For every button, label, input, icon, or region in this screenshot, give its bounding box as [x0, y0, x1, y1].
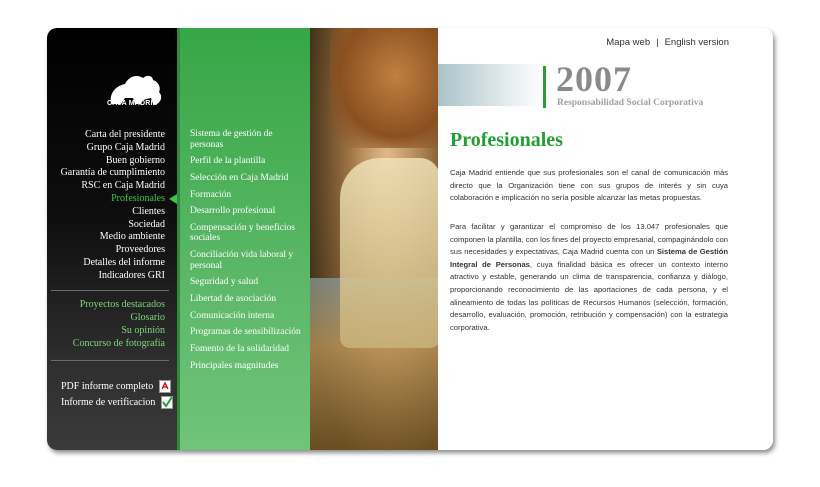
sidebar-item-buen-gobierno[interactable]: Buen gobierno: [105, 154, 165, 166]
submenu-item-comunicacion[interactable]: Comunicación interna: [190, 310, 275, 321]
submenu-item-libertad-asociacion[interactable]: Libertad de asociación: [190, 294, 276, 304]
child-photo: [310, 28, 438, 450]
sidebar-item-concurso-fotografia[interactable]: Concurso de fotografía: [72, 338, 165, 349]
submenu-item-perfil-plantilla[interactable]: Perfil de la plantilla: [190, 156, 266, 167]
submenu-panel: [177, 28, 313, 450]
pdf-download-label: PDF informe completo: [61, 381, 154, 392]
brand-name: CAJA MADRID: [107, 100, 158, 107]
sidebar-item-clientes[interactable]: Clientes: [132, 205, 165, 217]
verification-report-link[interactable]: [61, 396, 173, 409]
sidebar-item-proveedores[interactable]: Proveedores: [115, 244, 165, 256]
submenu-item-sensibilizacion[interactable]: Programas de sensibilización: [190, 327, 301, 338]
sitemap-link[interactable]: Mapa web: [606, 37, 651, 48]
submenu-item-sistema-gestion[interactable]: Sistema de gestión de personas: [190, 129, 273, 150]
main-nav: [61, 129, 165, 283]
pdf-download-link[interactable]: [61, 380, 171, 393]
submenu-item-formacion[interactable]: Formación: [190, 189, 232, 200]
sidebar-item-glosario[interactable]: Glosario: [130, 312, 165, 323]
sidebar-divider: [51, 290, 169, 291]
site-frame: [47, 28, 773, 450]
submenu-item-compensacion[interactable]: Compensación y beneficios sociales: [190, 222, 296, 244]
body-paragraph: [450, 221, 728, 334]
sidebar-item-profesionales[interactable]: Profesionales: [111, 192, 165, 204]
report-subtitle: Responsabilidad Social Corporativa: [557, 98, 704, 108]
body-paragraph-highlight: Sistema de Gestión Integral de Personas: [450, 247, 728, 269]
sidebar-item-sociedad[interactable]: Sociedad: [128, 218, 165, 230]
verification-report-label: Informe de verificacion: [61, 397, 156, 408]
submenu-item-seleccion[interactable]: Selección en Caja Madrid: [190, 172, 289, 183]
photo-shirt: [340, 158, 438, 348]
submenu-item-solidaridad[interactable]: Fomento de la solidaridad: [190, 344, 289, 355]
sidebar-item-proyectos-destacados[interactable]: Proyectos destacados: [79, 299, 165, 310]
report-year: 2007: [556, 59, 632, 99]
sidebar-item-detalles-informe[interactable]: Detalles del informe: [83, 256, 165, 268]
sidebar-divider: [51, 360, 169, 361]
main-content: [438, 28, 773, 450]
submenu-item-seguridad[interactable]: Seguridad y salud: [190, 277, 259, 288]
submenu-item-desarrollo[interactable]: Desarrollo profesional: [190, 206, 276, 217]
submenu-item-conciliacion[interactable]: Conciliación vida laboral y personal: [190, 250, 294, 271]
sidebar-item-indicadores-gri[interactable]: Indicadores GRI: [98, 269, 165, 281]
header-image: [438, 64, 543, 106]
sidebar: [47, 28, 177, 450]
checkmark-icon: [161, 396, 173, 409]
sidebar-item-rsc[interactable]: RSC en Caja Madrid: [81, 180, 165, 192]
sidebar-item-grupo-caja-madrid[interactable]: Grupo Caja Madrid: [86, 141, 165, 153]
intro-paragraph: Caja Madrid entiende que sus profesionales son el canal de comunicación más directo que la Organización tiene con sus grupos de interés y sin cuya colaboración e implicación no sería posible alcanzar las metas propuestas.: [450, 168, 728, 203]
body-paragraph-end: , cuya finalidad básica es ofrecer un contexto interno atractivo y estable, generando un clima de transparencia, confianza y diálogo, proporcionando reconocimiento de las aportaciones de cada persona, y el alineamiento de todas las políticas de Recursos Humanos (selección, formación, desarrollo, evaluación, promoción, retribución y compensación) con la estrategia corporativa.: [450, 259, 728, 332]
page-title: Profesionales: [450, 129, 563, 151]
submenu-nav: [190, 129, 308, 377]
sidebar-item-carta-presidente[interactable]: Carta del presidente: [85, 129, 165, 140]
sidebar-item-su-opinion[interactable]: Su opinión: [121, 325, 165, 336]
year-accent-bar: [543, 66, 546, 108]
sidebar-item-medio-ambiente[interactable]: Medio ambiente: [99, 231, 165, 243]
top-links: [606, 37, 729, 48]
secondary-nav: [73, 298, 165, 350]
photo-hair: [330, 28, 438, 148]
submenu-item-magnitudes[interactable]: Principales magnitudes: [190, 360, 279, 371]
body-paragraph-start: Para facilitar y garantizar el compromiso de los 13.047 profesionales que componen la plantilla, con los fines del proyecto empresarial, compaginándolo con sus necesidades y expectativas, Caja Madrid cuenta con un: [450, 222, 728, 257]
link-separator: |: [656, 37, 659, 48]
pdf-icon: [159, 380, 171, 393]
sidebar-item-garantia-cumplimiento[interactable]: Garantía de cumplimiento: [60, 167, 165, 179]
active-indicator-icon: [169, 194, 177, 204]
english-version-link[interactable]: English version: [664, 37, 729, 48]
